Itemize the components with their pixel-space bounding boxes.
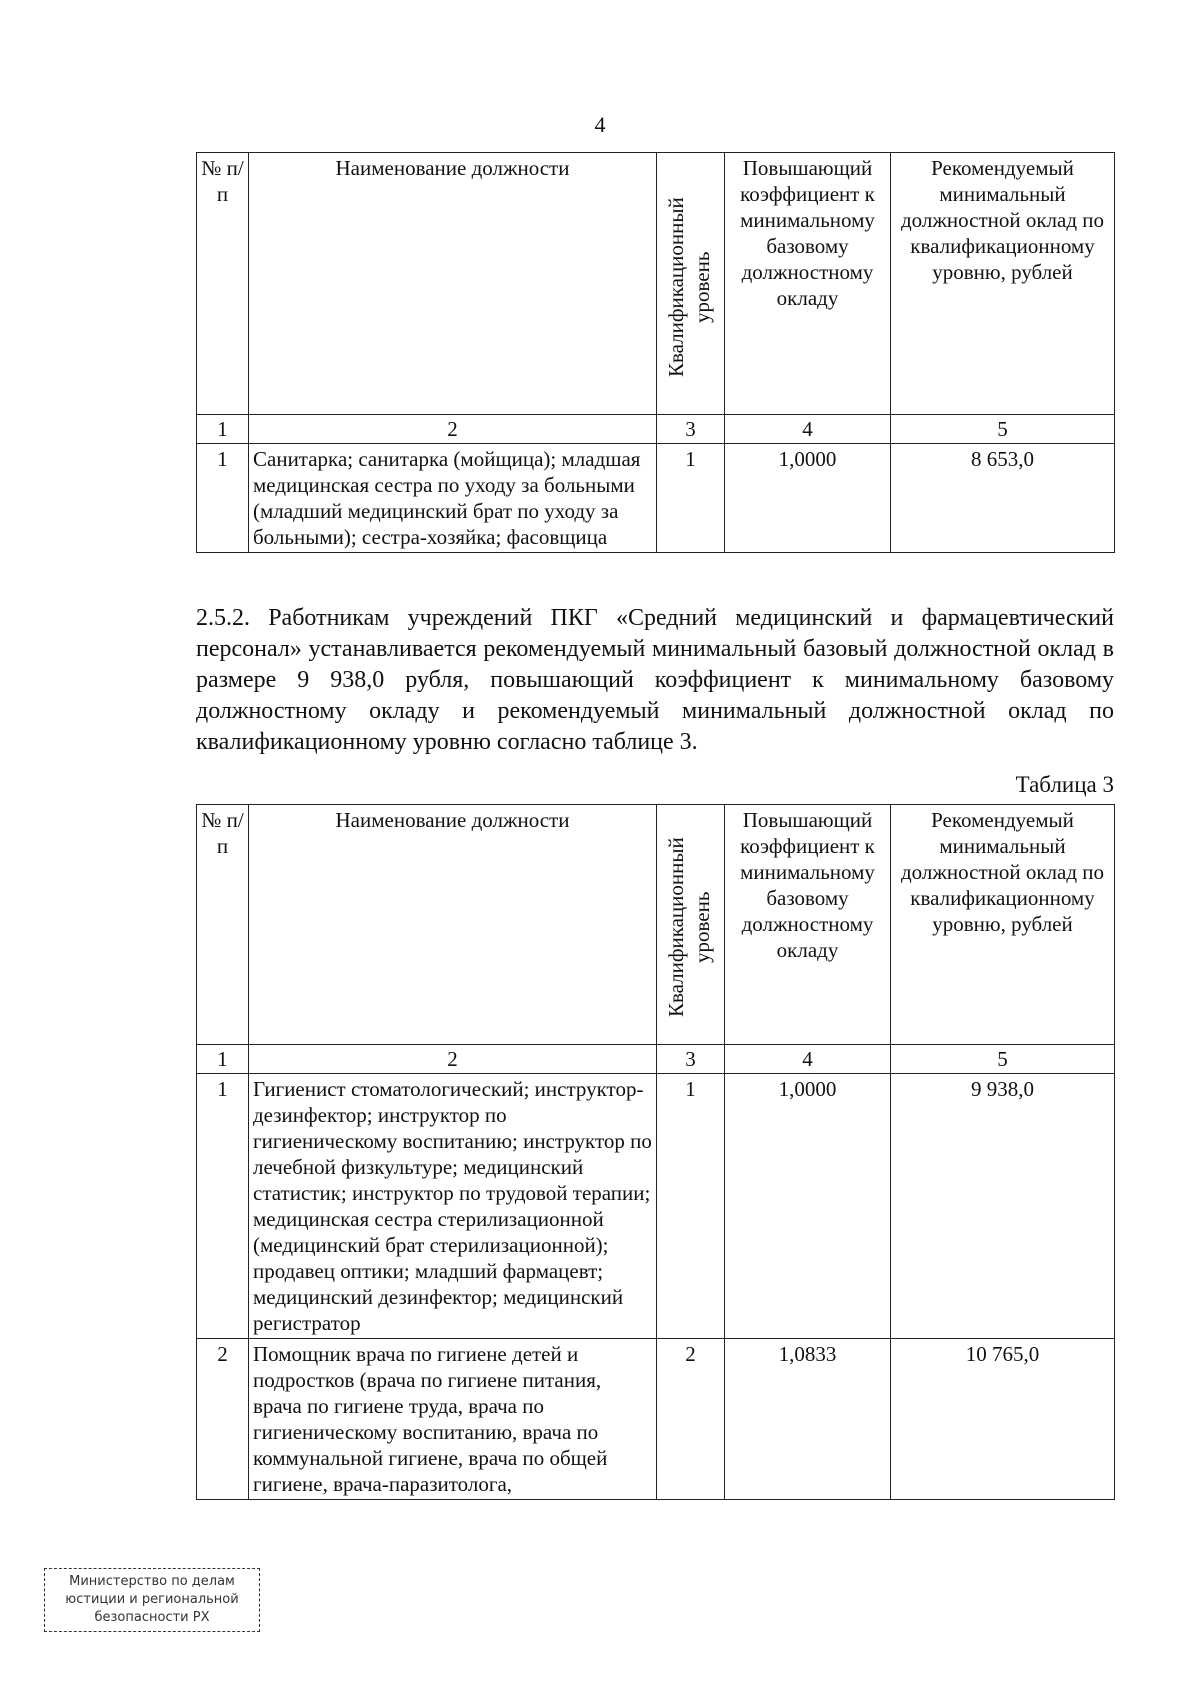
row-position-name: Гигиенист стоматологический; инструктор-дезинфектор; инструктор по гигиеническому воспитанию; инструктор по лечебной физкультуре; медицинский статистик; инструктор по трудовой терапии; медицинская сестра стерилизационной (медицинский брат стерилизационной); продавец оптики; младший фармацевт; медицинский дезинфектор; медицинский регистратор bbox=[249, 1074, 657, 1339]
table-row bbox=[197, 1074, 1115, 1339]
row-level: 1 bbox=[657, 444, 725, 553]
column-number: 5 bbox=[891, 1045, 1115, 1074]
table-row bbox=[197, 1339, 1115, 1500]
row-level: 1 bbox=[657, 1074, 725, 1339]
row-coef: 1,0000 bbox=[725, 1074, 891, 1339]
stamp-line: Министерство по делам bbox=[69, 1574, 235, 1589]
stamp-line: безопасности РХ bbox=[94, 1610, 210, 1625]
header-coef: Повышающий коэффициент к минимальному базовому должностному окладу bbox=[725, 153, 891, 415]
header-level-cell bbox=[657, 805, 725, 1045]
row-num: 2 bbox=[197, 1339, 249, 1500]
column-number: 2 bbox=[249, 1045, 657, 1074]
row-salary: 10 765,0 bbox=[891, 1339, 1115, 1500]
row-num: 1 bbox=[197, 1074, 249, 1339]
header-name: Наименование должности bbox=[249, 805, 657, 1045]
column-number: 4 bbox=[725, 415, 891, 444]
header-salary: Рекомендуемый минимальный должностной оклад по квалификационному уровню, рублей bbox=[891, 805, 1115, 1045]
row-coef: 1,0833 bbox=[725, 1339, 891, 1500]
column-number: 3 bbox=[657, 415, 725, 444]
header-num: № п/п bbox=[197, 153, 249, 415]
header-coef: Повышающий коэффициент к минимальному базовому должностному окладу bbox=[725, 805, 891, 1045]
row-coef: 1,0000 bbox=[725, 444, 891, 553]
row-num: 1 bbox=[197, 444, 249, 553]
header-level-cell bbox=[657, 153, 725, 415]
column-number: 3 bbox=[657, 1045, 725, 1074]
column-number: 1 bbox=[197, 415, 249, 444]
header-name: Наименование должности bbox=[249, 153, 657, 415]
table-header-row bbox=[197, 805, 1115, 1045]
table-row bbox=[197, 444, 1115, 553]
header-level: Квалификационный уровень bbox=[663, 837, 714, 1017]
row-position-name: Помощник врача по гигиене детей и подростков (врача по гигиене питания, врача по гигиене труда, врача по гигиеническому воспитанию, врача по коммунальной гигиене, врача по общей гигиене, врача-паразитолога, bbox=[249, 1339, 657, 1500]
row-position-name: Санитарка; санитарка (мойщица); младшая медицинская сестра по уходу за больными (младший медицинский брат по уходу за больными); сестра-хозяйка; фасовщица bbox=[249, 444, 657, 553]
header-salary: Рекомендуемый минимальный должностной оклад по квалификационному уровню, рублей bbox=[891, 153, 1115, 415]
header-level: Квалификационный уровень bbox=[663, 197, 714, 377]
positions-table-3 bbox=[196, 804, 1115, 1500]
row-salary: 8 653,0 bbox=[891, 444, 1115, 553]
stamp-line: юстиции и региональной bbox=[65, 1592, 239, 1607]
column-number: 1 bbox=[197, 1045, 249, 1074]
paragraph-2-5-2: 2.5.2. Работникам учреждений ПКГ «Средний медицинский и фармацевтический персонал» устанавливается рекомендуемый минимальный базовый должностной оклад в размере 9 938,0 рубля, повышающий коэффициент к минимальному базовому должностному окладу и рекомендуемый минимальный должностной оклад по квалификационному уровню согласно таблице 3. bbox=[196, 605, 1114, 755]
table-header-row bbox=[197, 153, 1115, 415]
ministry-stamp bbox=[44, 1568, 260, 1632]
row-level: 2 bbox=[657, 1339, 725, 1500]
header-num: № п/п bbox=[197, 805, 249, 1045]
column-numbers-row bbox=[197, 1045, 1115, 1074]
column-number: 5 bbox=[891, 415, 1115, 444]
page-number: 4 bbox=[594, 112, 606, 137]
column-number: 4 bbox=[725, 1045, 891, 1074]
table3-caption: Таблица 3 bbox=[1015, 772, 1114, 797]
column-number: 2 bbox=[249, 415, 657, 444]
row-salary: 9 938,0 bbox=[891, 1074, 1115, 1339]
positions-table-top bbox=[196, 152, 1115, 553]
column-numbers-row bbox=[197, 415, 1115, 444]
